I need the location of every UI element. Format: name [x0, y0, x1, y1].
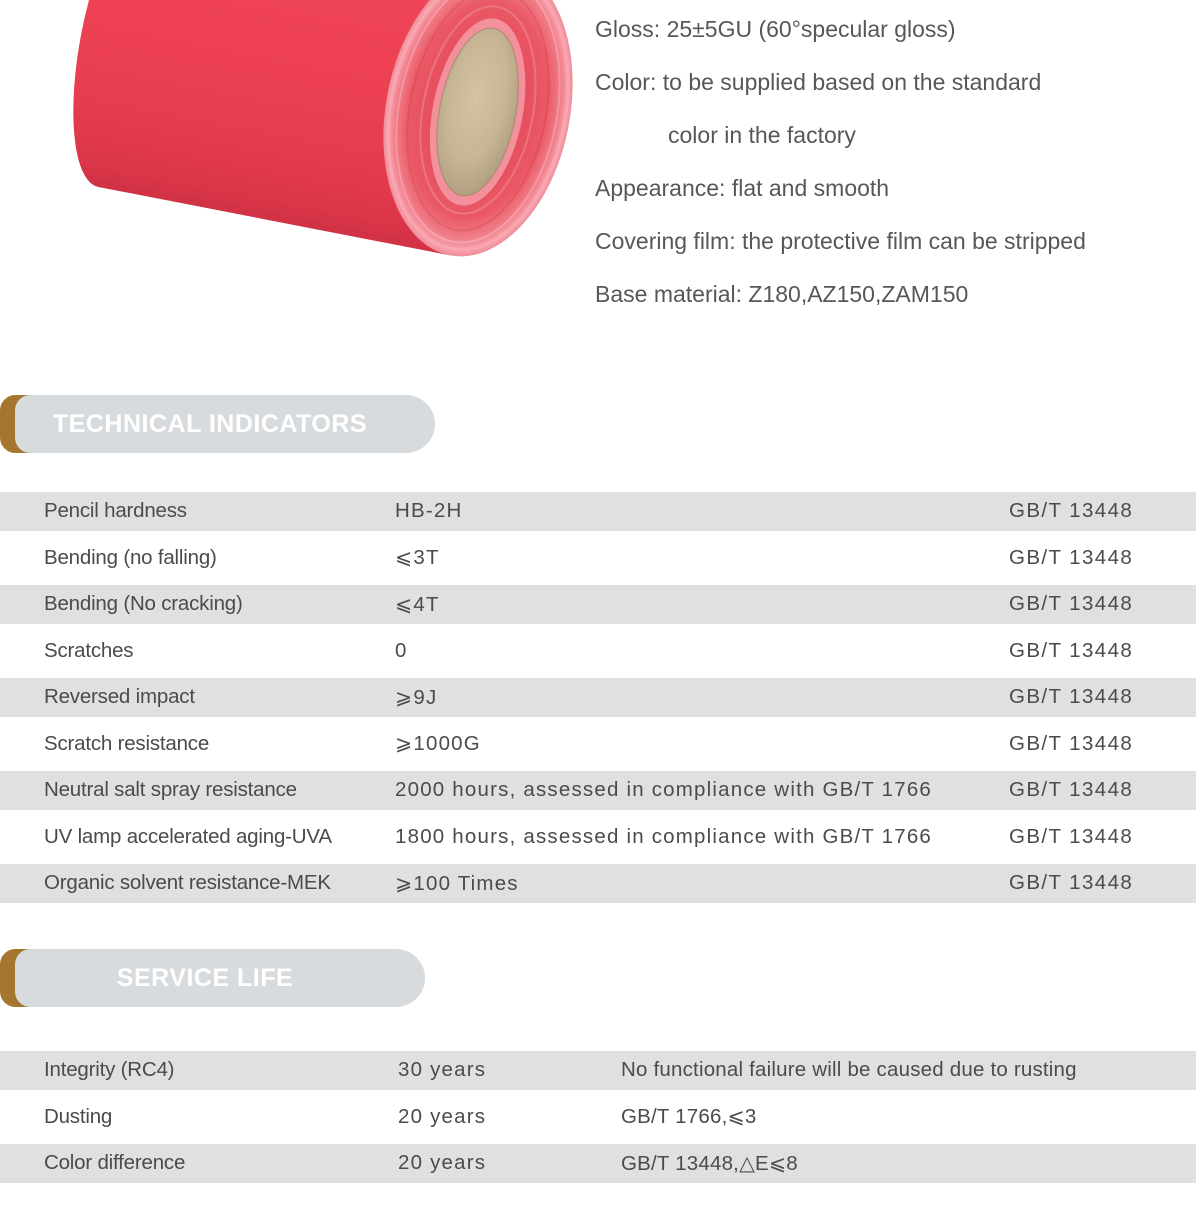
table-row: [0, 1094, 1196, 1141]
row-years: 20 years: [398, 1151, 487, 1175]
row-value: 2000 hours, assessed in compliance with GB/T 1766: [395, 778, 933, 802]
row-standard: GB/T 13448: [1009, 499, 1134, 523]
row-label: Dusting: [44, 1104, 113, 1128]
table-row: [0, 488, 1196, 535]
row-value: ⩾9J: [395, 685, 438, 709]
table-row: [0, 674, 1196, 721]
row-label: UV lamp accelerated aging-UVA: [44, 824, 332, 848]
row-label: Bending (no falling): [44, 545, 217, 569]
row-label: Neutral salt spray resistance: [44, 778, 297, 802]
row-standard: GB/T 13448: [1009, 871, 1134, 895]
row-standard: GB/T 13448: [1009, 778, 1134, 802]
row-label: Pencil hardness: [44, 499, 187, 523]
spec-appearance: Appearance: flat and smooth: [595, 175, 890, 201]
row-label: Organic solvent resistance-MEK: [44, 871, 331, 895]
coil-illustration: [0, 0, 580, 272]
row-description: GB/T 13448,△E⩽8: [621, 1151, 798, 1175]
row-standard: GB/T 13448: [1009, 545, 1134, 569]
row-label: Bending (No cracking): [44, 592, 243, 616]
row-value: ⩽3T: [395, 546, 440, 570]
technical-indicators-table: [0, 488, 1196, 907]
table-row: [0, 581, 1196, 628]
technical-indicators-banner: [0, 395, 420, 453]
table-row: [0, 1140, 1196, 1187]
technical-indicators-title: TECHNICAL INDICATORS: [52, 409, 368, 438]
table-row: [0, 721, 1196, 768]
row-years: 20 years: [398, 1104, 487, 1128]
product-spec-list: [595, 3, 1185, 321]
row-value: 0: [395, 638, 408, 662]
spec-base-material: Base material: Z180,AZ150,ZAM150: [595, 281, 969, 307]
product-coil-image: [0, 0, 580, 272]
row-standard: GB/T 13448: [1009, 685, 1134, 709]
row-label: Scratch resistance: [44, 731, 210, 755]
table-row: [0, 814, 1196, 861]
row-value: HB-2H: [395, 499, 463, 523]
row-value: ⩾1000G: [395, 732, 481, 756]
row-years: 30 years: [398, 1058, 487, 1082]
row-standard: GB/T 13448: [1009, 638, 1134, 662]
table-row: [0, 1047, 1196, 1094]
row-value: ⩽4T: [395, 592, 440, 616]
table-row: [0, 628, 1196, 675]
table-row: [0, 767, 1196, 814]
service-life-title: SERVICE LIFE: [116, 963, 294, 992]
row-description: No functional failure will be caused due to rusting: [621, 1058, 1077, 1082]
row-label: Reversed impact: [44, 685, 195, 709]
row-label: Scratches: [44, 638, 134, 662]
table-row: [0, 860, 1196, 907]
row-standard: GB/T 13448: [1009, 824, 1134, 848]
row-standard: GB/T 13448: [1009, 592, 1134, 616]
spec-color-cont: color in the factory: [668, 122, 856, 148]
row-value: 1800 hours, assessed in compliance with GB/T 1766: [395, 824, 933, 848]
row-description: GB/T 1766,⩽3: [621, 1105, 757, 1129]
spec-covering-film: Covering film: the protective film can be stripped: [595, 228, 1086, 254]
row-label: Integrity (RC4): [44, 1058, 175, 1082]
service-life-table: [0, 1047, 1196, 1187]
row-standard: GB/T 13448: [1009, 731, 1134, 755]
spec-gloss: Gloss: 25±5GU (60°specular gloss): [595, 16, 956, 42]
row-value: ⩾100 Times: [395, 871, 519, 895]
spec-color: Color: to be supplied based on the standard: [595, 69, 1042, 95]
row-label: Color difference: [44, 1151, 186, 1175]
service-life-banner: [0, 949, 410, 1007]
table-row: [0, 535, 1196, 582]
